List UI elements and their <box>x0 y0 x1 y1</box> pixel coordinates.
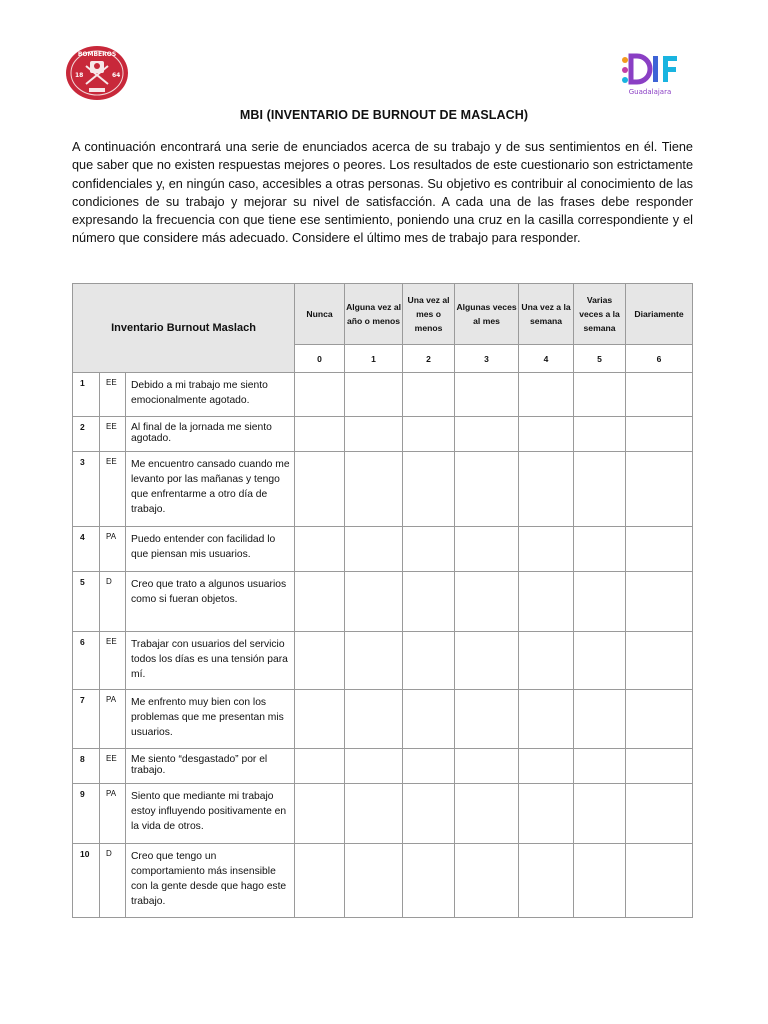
column-label: Una vez a la semana <box>519 284 574 345</box>
answer-cell[interactable] <box>345 373 403 417</box>
document-title: MBI (INVENTARIO DE BURNOUT DE MASLACH) <box>239 108 529 122</box>
item-code: EE <box>100 632 126 690</box>
answer-cell[interactable] <box>455 749 519 784</box>
column-label: Alguna vez al año o menos <box>345 284 403 345</box>
svg-text:64: 64 <box>112 72 121 79</box>
answer-cell[interactable] <box>403 452 455 527</box>
answer-cell[interactable] <box>519 844 574 918</box>
answer-cell[interactable] <box>574 417 626 452</box>
answer-cell[interactable] <box>626 844 693 918</box>
item-number: 8 <box>73 749 100 784</box>
svg-text:18: 18 <box>75 72 84 79</box>
item-number: 4 <box>73 527 100 572</box>
answer-cell[interactable] <box>626 572 693 632</box>
answer-cell[interactable] <box>574 844 626 918</box>
item-text: Puedo entender con facilidad lo que piensan mis usuarios. <box>126 527 295 572</box>
item-text: Al final de la jornada me siento agotado. <box>126 417 295 452</box>
answer-cell[interactable] <box>403 373 455 417</box>
column-label: Diariamente <box>626 284 693 345</box>
answer-cell[interactable] <box>519 749 574 784</box>
column-label: Nunca <box>295 284 345 345</box>
table-row <box>73 527 693 572</box>
column-value: 3 <box>455 345 519 373</box>
answer-cell[interactable] <box>626 527 693 572</box>
answer-cell[interactable] <box>626 452 693 527</box>
column-label: Algunas veces al mes <box>455 284 519 345</box>
table-row <box>73 373 693 417</box>
answer-cell[interactable] <box>574 632 626 690</box>
answer-cell[interactable] <box>626 417 693 452</box>
header-row <box>73 284 693 345</box>
table-row <box>73 452 693 527</box>
table-row <box>73 844 693 918</box>
answer-cell[interactable] <box>345 690 403 749</box>
table-title: Inventario Burnout Maslach <box>73 284 295 373</box>
answer-cell[interactable] <box>626 690 693 749</box>
answer-cell[interactable] <box>345 632 403 690</box>
answer-cell[interactable] <box>295 417 345 452</box>
column-label: Varias veces a la semana <box>574 284 626 345</box>
item-number: 9 <box>73 784 100 844</box>
answer-cell[interactable] <box>574 690 626 749</box>
answer-cell[interactable] <box>345 844 403 918</box>
answer-cell[interactable] <box>403 527 455 572</box>
answer-cell[interactable] <box>295 690 345 749</box>
instructions-paragraph: A continuación encontrará una serie de enunciados acerca de su trabajo y de sus sentimientos en él. Tiene que saber que no existen respuestas mejores o peores. Los resultados de este cuestionario son estrictamente confidenciales y, en ningún caso, accesibles a otras personas. Su objetivo es contribuir al conocimiento de las condiciones de su trabajo y mejorar su nivel de satisfacción. A cada una de las frases debe responder expresando la frecuencia con que tiene ese sentimiento, poniendo una cruz en la casilla correspondiente y el número que considere más adecuado. Considere el último mes de trabajo para responder. <box>72 140 693 246</box>
item-text: Me encuentro cansado cuando me levanto por las mañanas y tengo que enfrentarme a otro día de trabajo. <box>126 452 295 527</box>
answer-cell[interactable] <box>295 632 345 690</box>
item-code: PA <box>100 784 126 844</box>
item-code: EE <box>100 452 126 527</box>
item-text: Trabajar con usuarios del servicio todos los días es una tensión para mí. <box>126 632 295 690</box>
answer-cell[interactable] <box>455 690 519 749</box>
answer-cell[interactable] <box>403 784 455 844</box>
item-text: Debido a mi trabajo me siento emocionalmente agotado. <box>126 373 295 417</box>
column-label: Una vez al mes o menos <box>403 284 455 345</box>
column-value: 2 <box>403 345 455 373</box>
answer-cell[interactable] <box>519 690 574 749</box>
answer-cell[interactable] <box>345 417 403 452</box>
answer-cell[interactable] <box>519 417 574 452</box>
answer-cell[interactable] <box>519 373 574 417</box>
answer-cell[interactable] <box>519 784 574 844</box>
item-code: D <box>100 844 126 918</box>
item-text: Me siento “desgastado” por el trabajo. <box>126 749 295 784</box>
table-row <box>73 632 693 690</box>
column-value: 0 <box>295 345 345 373</box>
answer-cell[interactable] <box>455 527 519 572</box>
answer-cell[interactable] <box>574 572 626 632</box>
answer-cell[interactable] <box>455 572 519 632</box>
answer-cell[interactable] <box>626 632 693 690</box>
item-number: 10 <box>73 844 100 918</box>
answer-cell[interactable] <box>574 373 626 417</box>
table-row <box>73 690 693 749</box>
answer-cell[interactable] <box>574 749 626 784</box>
item-code: EE <box>100 373 126 417</box>
answer-cell[interactable] <box>455 844 519 918</box>
column-value: 6 <box>626 345 693 373</box>
item-text: Siento que mediante mi trabajo estoy influyendo positivamente en la vida de otros. <box>126 784 295 844</box>
answer-cell[interactable] <box>455 784 519 844</box>
answer-cell[interactable] <box>519 572 574 632</box>
item-number: 7 <box>73 690 100 749</box>
item-number: 1 <box>73 373 100 417</box>
answer-cell[interactable] <box>403 690 455 749</box>
answer-cell[interactable] <box>455 373 519 417</box>
item-number: 5 <box>73 572 100 632</box>
answer-cell[interactable] <box>519 632 574 690</box>
answer-cell[interactable] <box>345 784 403 844</box>
answer-cell[interactable] <box>574 527 626 572</box>
answer-cell[interactable] <box>345 749 403 784</box>
table-row <box>73 749 693 784</box>
answer-cell[interactable] <box>295 844 345 918</box>
item-text: Me enfrento muy bien con los problemas que me presentan mis usuarios. <box>126 690 295 749</box>
answer-cell[interactable] <box>519 452 574 527</box>
answer-cell[interactable] <box>345 527 403 572</box>
answer-cell[interactable] <box>295 749 345 784</box>
svg-text:Guadalajara: Guadalajara <box>628 88 672 96</box>
bomberos-logo <box>64 44 130 102</box>
item-code: EE <box>100 417 126 452</box>
dif-guadalajara-logo <box>618 48 682 96</box>
answer-cell[interactable] <box>403 417 455 452</box>
answer-cell[interactable] <box>519 527 574 572</box>
answer-cell[interactable] <box>626 373 693 417</box>
answer-cell[interactable] <box>295 527 345 572</box>
item-code: D <box>100 572 126 632</box>
column-value: 5 <box>574 345 626 373</box>
item-code: EE <box>100 749 126 784</box>
table-row <box>73 784 693 844</box>
answer-cell[interactable] <box>295 452 345 527</box>
answer-cell[interactable] <box>295 373 345 417</box>
item-code: PA <box>100 690 126 749</box>
answer-cell[interactable] <box>403 749 455 784</box>
table-row <box>73 417 693 452</box>
table-row <box>73 572 693 632</box>
answer-cell[interactable] <box>345 572 403 632</box>
answer-cell[interactable] <box>455 452 519 527</box>
answer-cell[interactable] <box>626 749 693 784</box>
column-value: 4 <box>519 345 574 373</box>
answer-cell[interactable] <box>574 784 626 844</box>
item-text: Creo que trato a algunos usuarios como si fueran objetos. <box>126 572 295 632</box>
item-number: 3 <box>73 452 100 527</box>
answer-cell[interactable] <box>403 632 455 690</box>
svg-text:BOMBEROS: BOMBEROS <box>77 51 117 58</box>
answer-cell[interactable] <box>403 572 455 632</box>
answer-cell[interactable] <box>345 452 403 527</box>
answer-cell[interactable] <box>295 572 345 632</box>
item-code: PA <box>100 527 126 572</box>
item-number: 6 <box>73 632 100 690</box>
answer-cell[interactable] <box>574 452 626 527</box>
answer-cell[interactable] <box>626 784 693 844</box>
answer-cell[interactable] <box>403 844 455 918</box>
answer-cell[interactable] <box>295 784 345 844</box>
mbi-table <box>72 283 693 918</box>
column-value: 1 <box>345 345 403 373</box>
answer-cell[interactable] <box>455 417 519 452</box>
item-number: 2 <box>73 417 100 452</box>
item-text: Creo que tengo un comportamiento más insensible con la gente desde que hago este trabajo. <box>126 844 295 918</box>
answer-cell[interactable] <box>455 632 519 690</box>
